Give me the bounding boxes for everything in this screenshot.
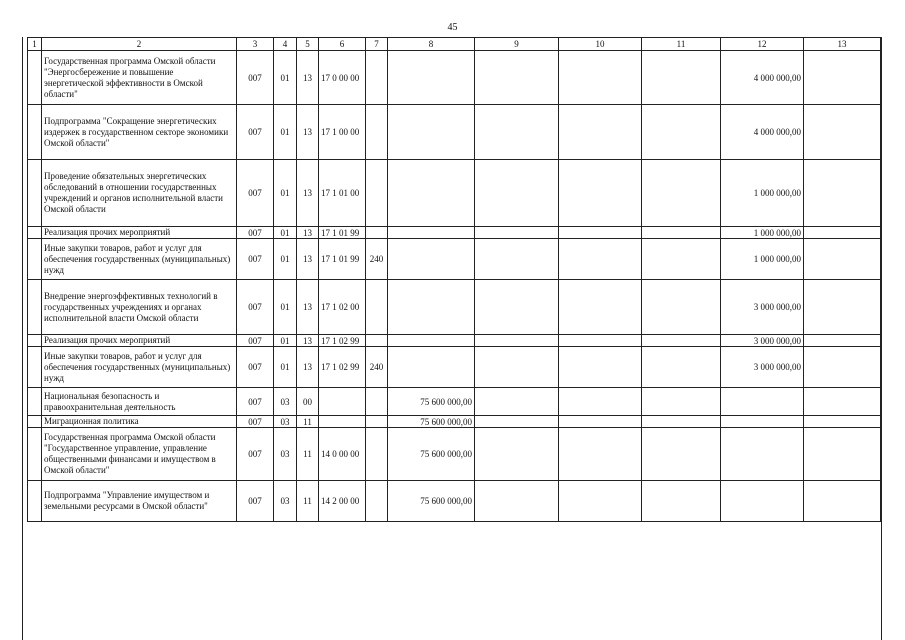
expense-type-code: 240 [366,239,388,280]
row-name: Национальная безопасность и правоохранительная деятельность [42,388,237,416]
amount-col8 [388,347,475,388]
column-header-11: 11 [642,38,721,51]
section-code: 01 [274,51,297,105]
column-number-row [28,38,881,51]
admin-code: 007 [237,428,274,481]
amount-col8: 75 600 000,00 [388,416,475,428]
subsection-code: 13 [297,105,319,160]
section-code: 01 [274,347,297,388]
amount-col9 [475,347,559,388]
expense-type-code [366,388,388,416]
row-name: Реализация прочих мероприятий [42,227,237,239]
section-code: 01 [274,335,297,347]
section-code: 01 [274,239,297,280]
target-article-code [319,416,366,428]
table-row [28,416,881,428]
target-article-code: 17 0 00 00 [319,51,366,105]
amount-col12 [721,481,804,522]
amount-col13 [804,160,881,227]
amount-col11 [642,280,721,335]
table-row [28,280,881,335]
row-number-cell [28,227,42,239]
column-header-2: 2 [42,38,237,51]
column-header-3: 3 [237,38,274,51]
amount-col10 [559,347,642,388]
table-row [28,239,881,280]
target-article-code: 14 2 00 00 [319,481,366,522]
admin-code: 007 [237,105,274,160]
admin-code: 007 [237,388,274,416]
amount-col10 [559,160,642,227]
amount-col9 [475,388,559,416]
admin-code: 007 [237,280,274,335]
table-row [28,347,881,388]
amount-col9 [475,227,559,239]
table-row [28,227,881,239]
column-header-10: 10 [559,38,642,51]
amount-col9 [475,160,559,227]
subsection-code: 13 [297,347,319,388]
amount-col9 [475,239,559,280]
row-name: Реализация прочих мероприятий [42,335,237,347]
admin-code: 007 [237,239,274,280]
amount-col10 [559,335,642,347]
amount-col12: 1 000 000,00 [721,160,804,227]
amount-col8 [388,160,475,227]
amount-col8 [388,335,475,347]
amount-col12: 1 000 000,00 [721,239,804,280]
amount-col8 [388,105,475,160]
section-code: 01 [274,227,297,239]
amount-col13 [804,227,881,239]
amount-col13 [804,416,881,428]
amount-col12: 3 000 000,00 [721,347,804,388]
column-header-12: 12 [721,38,804,51]
target-article-code: 17 1 01 99 [319,239,366,280]
amount-col10 [559,105,642,160]
row-name: Внедрение энергоэффективных технологий в государственных учреждениях и органах исполнительной власти Омской области [42,280,237,335]
amount-col9 [475,335,559,347]
amount-col12 [721,416,804,428]
amount-col10 [559,239,642,280]
amount-col13 [804,481,881,522]
amount-col13 [804,347,881,388]
subsection-code: 11 [297,481,319,522]
section-code: 01 [274,105,297,160]
amount-col9 [475,51,559,105]
amount-col10 [559,280,642,335]
page-number: 45 [447,22,458,33]
column-header-6: 6 [319,38,366,51]
row-number-cell [28,160,42,227]
column-header-9: 9 [475,38,559,51]
amount-col9 [475,428,559,481]
column-header-5: 5 [297,38,319,51]
expense-type-code [366,51,388,105]
row-number-cell [28,481,42,522]
amount-col12 [721,388,804,416]
expense-type-code [366,160,388,227]
subsection-code: 00 [297,388,319,416]
column-header-1: 1 [28,38,42,51]
amount-col13 [804,239,881,280]
row-number-cell [28,347,42,388]
subsection-code: 13 [297,280,319,335]
admin-code: 007 [237,416,274,428]
amount-col8 [388,51,475,105]
row-number-cell [28,428,42,481]
expense-type-code: 240 [366,347,388,388]
target-article-code: 17 1 01 99 [319,227,366,239]
amount-col8: 75 600 000,00 [388,388,475,416]
subsection-code: 13 [297,160,319,227]
row-name: Иные закупки товаров, работ и услуг для обеспечения государственных (муниципальных) нужд [42,347,237,388]
left-margin-rule [22,37,23,640]
right-margin-rule [881,37,882,640]
table-row [28,51,881,105]
amount-col11 [642,388,721,416]
admin-code: 007 [237,481,274,522]
expense-type-code [366,105,388,160]
amount-col13 [804,105,881,160]
expense-type-code [366,280,388,335]
section-code: 03 [274,416,297,428]
amount-col12: 3 000 000,00 [721,280,804,335]
section-code: 03 [274,388,297,416]
amount-col9 [475,481,559,522]
amount-col11 [642,428,721,481]
expense-type-code [366,416,388,428]
row-number-cell [28,335,42,347]
amount-col9 [475,105,559,160]
amount-col8 [388,280,475,335]
amount-col10 [559,388,642,416]
amount-col8 [388,227,475,239]
expense-type-code [366,335,388,347]
amount-col11 [642,335,721,347]
amount-col10 [559,428,642,481]
amount-col10 [559,416,642,428]
admin-code: 007 [237,51,274,105]
admin-code: 007 [237,347,274,388]
subsection-code: 11 [297,428,319,481]
amount-col12: 3 000 000,00 [721,335,804,347]
amount-col9 [475,416,559,428]
column-header-7: 7 [366,38,388,51]
row-number-cell [28,105,42,160]
table-row [28,105,881,160]
admin-code: 007 [237,227,274,239]
row-name: Подпрограмма "Управление имуществом и земельными ресурсами в Омской области" [42,481,237,522]
row-number-cell [28,280,42,335]
amount-col13 [804,388,881,416]
amount-col11 [642,416,721,428]
amount-col8: 75 600 000,00 [388,428,475,481]
amount-col11 [642,347,721,388]
section-code: 03 [274,481,297,522]
target-article-code: 17 1 02 00 [319,280,366,335]
subsection-code: 13 [297,335,319,347]
row-number-cell [28,416,42,428]
amount-col11 [642,160,721,227]
row-name: Миграционная политика [42,416,237,428]
subsection-code: 11 [297,416,319,428]
column-header-13: 13 [804,38,881,51]
target-article-code: 17 1 02 99 [319,335,366,347]
amount-col13 [804,428,881,481]
amount-col10 [559,51,642,105]
row-name: Проведение обязательных энергетических обследований в отношении государственных учреждений и органов исполнительной власти Омской области [42,160,237,227]
column-header-8: 8 [388,38,475,51]
amount-col10 [559,481,642,522]
budget-table [27,37,881,522]
amount-col12 [721,428,804,481]
row-name: Государственная программа Омской области "Государственное управление, управление общественными финансами и имуществом в Омской области" [42,428,237,481]
row-name: Подпрограмма "Сокращение энергетических издержек в государственном секторе экономики Омской области" [42,105,237,160]
amount-col12: 1 000 000,00 [721,227,804,239]
subsection-code: 13 [297,239,319,280]
table-row [28,160,881,227]
amount-col11 [642,51,721,105]
row-number-cell [28,239,42,280]
table-row [28,481,881,522]
table-row [28,428,881,481]
target-article-code: 17 1 02 99 [319,347,366,388]
amount-col9 [475,280,559,335]
row-number-cell [28,388,42,416]
amount-col12: 4 000 000,00 [721,51,804,105]
row-name: Государственная программа Омской области "Энергосбережение и повышение энергетической эффективности в Омской области" [42,51,237,105]
section-code: 01 [274,160,297,227]
amount-col11 [642,105,721,160]
amount-col11 [642,227,721,239]
target-article-code: 17 1 00 00 [319,105,366,160]
table-row [28,335,881,347]
amount-col11 [642,239,721,280]
expense-type-code [366,428,388,481]
column-header-4: 4 [274,38,297,51]
target-article-code: 14 0 00 00 [319,428,366,481]
section-code: 03 [274,428,297,481]
admin-code: 007 [237,335,274,347]
table-row [28,388,881,416]
amount-col13 [804,51,881,105]
subsection-code: 13 [297,51,319,105]
target-article-code [319,388,366,416]
amount-col13 [804,280,881,335]
row-name: Иные закупки товаров, работ и услуг для обеспечения государственных (муниципальных) нужд [42,239,237,280]
amount-col8: 75 600 000,00 [388,481,475,522]
subsection-code: 13 [297,227,319,239]
row-number-cell [28,51,42,105]
expense-type-code [366,227,388,239]
expense-type-code [366,481,388,522]
amount-col10 [559,227,642,239]
amount-col13 [804,335,881,347]
section-code: 01 [274,280,297,335]
amount-col11 [642,481,721,522]
target-article-code: 17 1 01 00 [319,160,366,227]
amount-col12: 4 000 000,00 [721,105,804,160]
amount-col8 [388,239,475,280]
admin-code: 007 [237,160,274,227]
